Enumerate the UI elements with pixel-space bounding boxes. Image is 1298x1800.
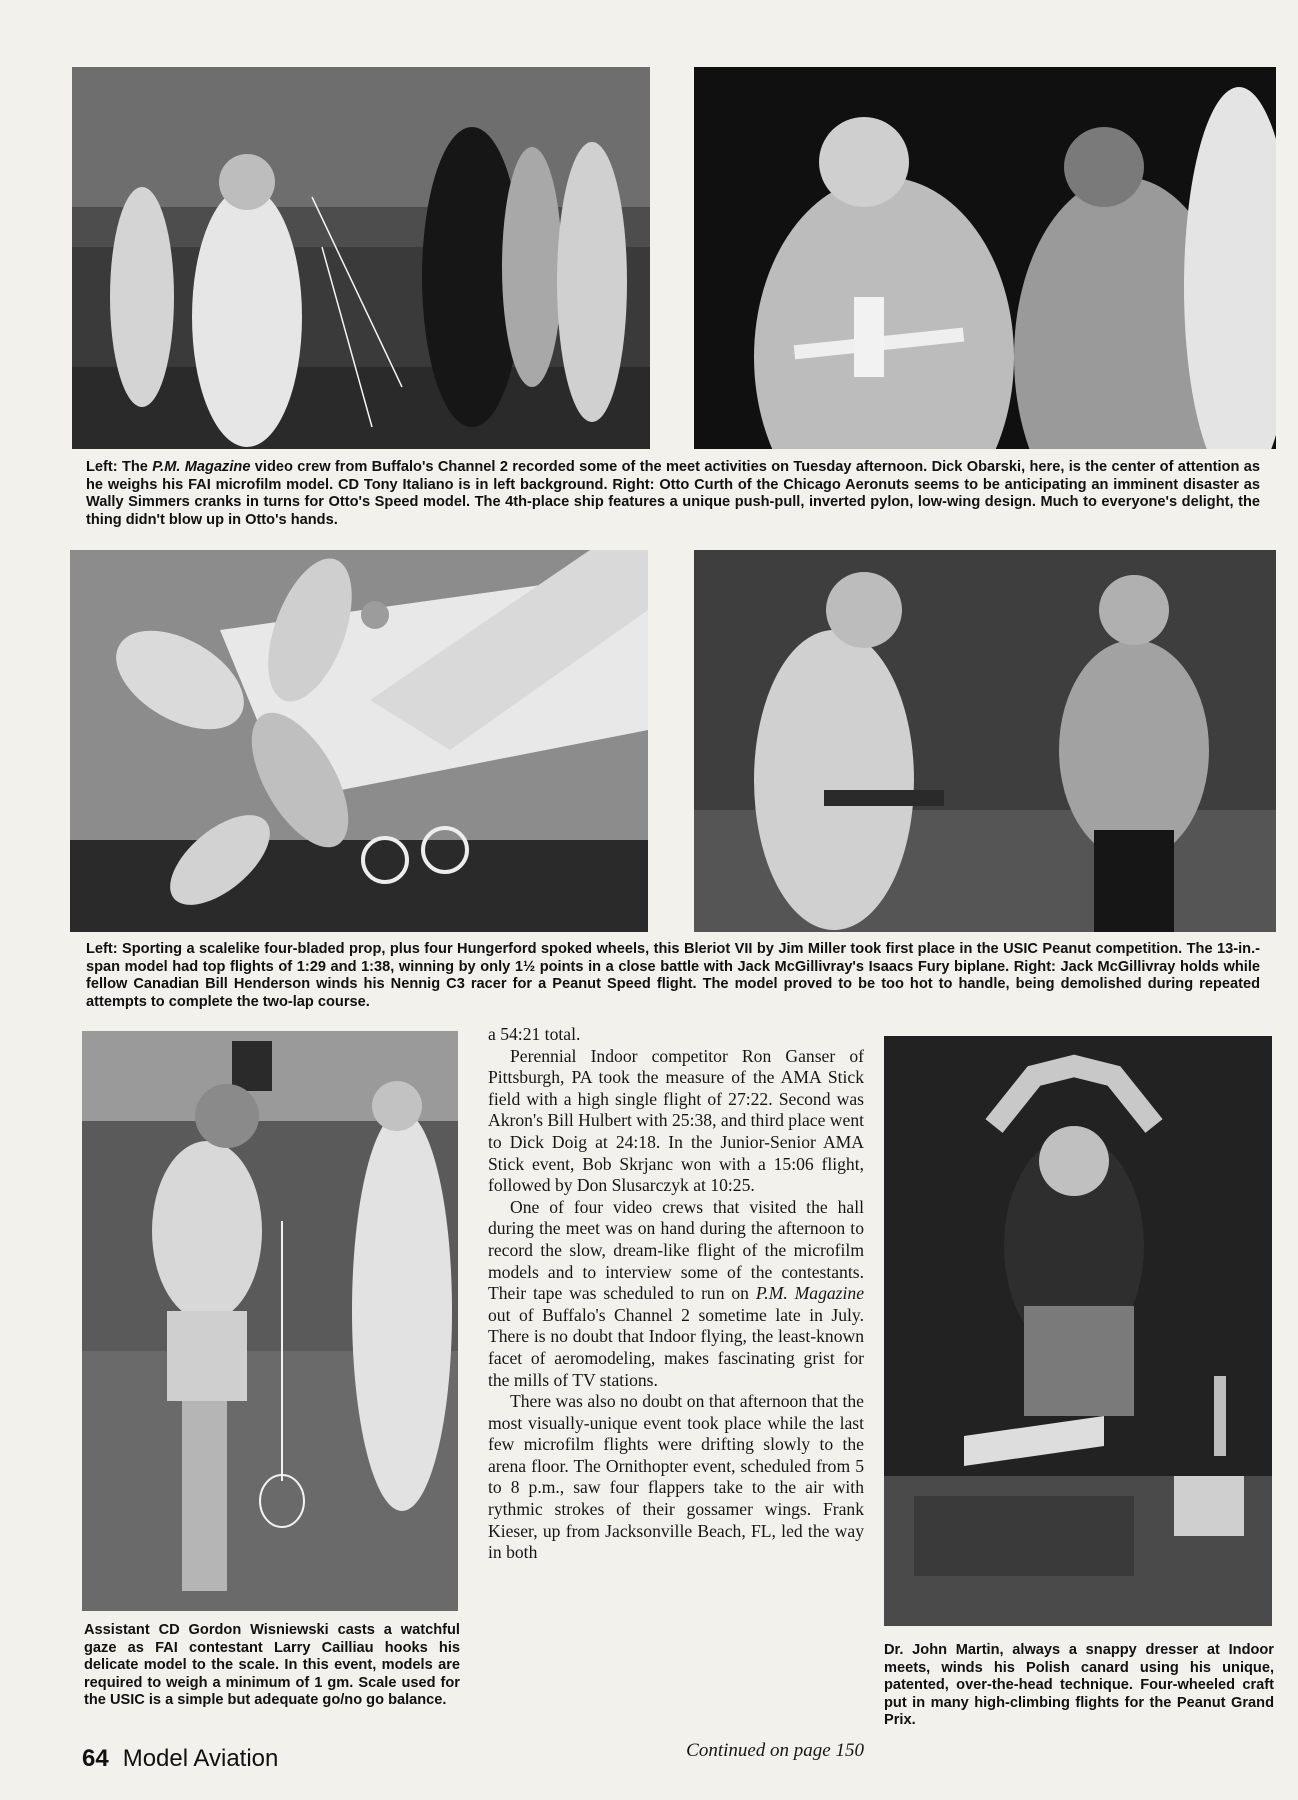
article-paragraph-3: One of four video crews that visited the hall during the meet was on hand during the afternoon to record the slow, dream-like flight of the microfilm models and to interview some of the contestants. Their tape was scheduled to run on P.M. Magazine out of Buffalo's Channel 2 sometime late in July. There is no doubt that Indoor flying, the least-known facet of aeromodeling, makes fascinating grist for the mills of TV stations.: [488, 1196, 864, 1390]
caption-top-photos: Left: The P.M. Magazine video crew from Buffalo's Channel 2 recorded some of the meet activities on Tuesday afternoon. Dick Obarski, here, is the center of attention as he weighs his FAI microfilm model. CD Tony Italiano is in left background. Right: Otto Curth of the Chicago Aeronuts seems to be anticipating an imminent disaster as Wally Simmers cranks in turns for Otto's Speed model. The 4th-place ship features a unique push-pull, inverted pylon, low-wing design. Much to everyone's delight, the thing didn't blow up in Otto's hands.: [86, 459, 1261, 528]
page-footer: [82, 1745, 278, 1773]
caption-bottom-right: Dr. John Martin, always a snappy dresser at Indoor meets, winds his Polish canard using his unique, patented, over-the-head technique. Four-wheeled craft put in many high-climbing flights for the Peanut Grand Prix.: [884, 1642, 1274, 1729]
photo-cailliau-weighing-model: [82, 1031, 458, 1611]
photo-otto-curth-speed-model: [694, 67, 1276, 449]
photo-mcgillivray-henderson-winding: [694, 550, 1276, 932]
article-paragraph-4: There was also no doubt on that afternoon that the most visually-unique event took place while the last few microfilm flights were drifting slowly to the arena floor. The Ornithopter event, scheduled from 5 to 8 p.m., saw four flappers take to the air with rythmic strokes of their gossamer wings. Frank Kieser, up from Jacksonville Beach, FL, led the way in both: [488, 1391, 864, 1563]
continued-on-page: Continued on page 150: [686, 1740, 864, 1761]
page-number: 64: [82, 1745, 109, 1772]
caption-middle-photos: Left: Sporting a scalelike four-bladed prop, plus four Hungerford spoked wheels, this Bleriot VII by Jim Miller took first place in the USIC Peanut competition. The 13-in.-span model had top flights of 1:29 and 1:38, winning by only 1½ points in a close battle with Jack McGillivray's Isaacs Fury biplane. Right: Jack McGillivray holds while fellow Canadian Bill Henderson winds his Nennig C3 racer for a Peanut Speed flight. The model proved to be too hot to handle, being demolished during repeated attempts to complete the two-lap course.: [86, 941, 1260, 1010]
photo-john-martin-winding-canard: [884, 1036, 1272, 1626]
magazine-name: Model Aviation: [122, 1745, 279, 1772]
photo-bleriot-vii-model: [70, 550, 648, 932]
photo-video-crew-weighing-model: [72, 67, 650, 449]
article-text: [488, 1024, 864, 1564]
article-paragraph-2: Perennial Indoor competitor Ron Ganser of Pittsburgh, PA took the measure of the AMA Stick field with a high single flight of 27:22. Second was Akron's Bill Hulbert with 25:38, and third place went to Dick Doig at 24:18. In the Junior-Senior AMA Stick event, Bob Skrjanc won with a 15:06 flight, followed by Don Slusarczyk at 10:25.: [488, 1045, 864, 1196]
article-paragraph-1: a 54:21 total.: [488, 1024, 581, 1044]
caption-bottom-left: Assistant CD Gordon Wisniewski casts a watchful gaze as FAI contestant Larry Cailliau hooks his delicate model to the scale. In this event, models are required to weigh a minimum of 1 gm. Scale used for the USIC is a simple but adequate go/no go balance.: [84, 1622, 460, 1709]
